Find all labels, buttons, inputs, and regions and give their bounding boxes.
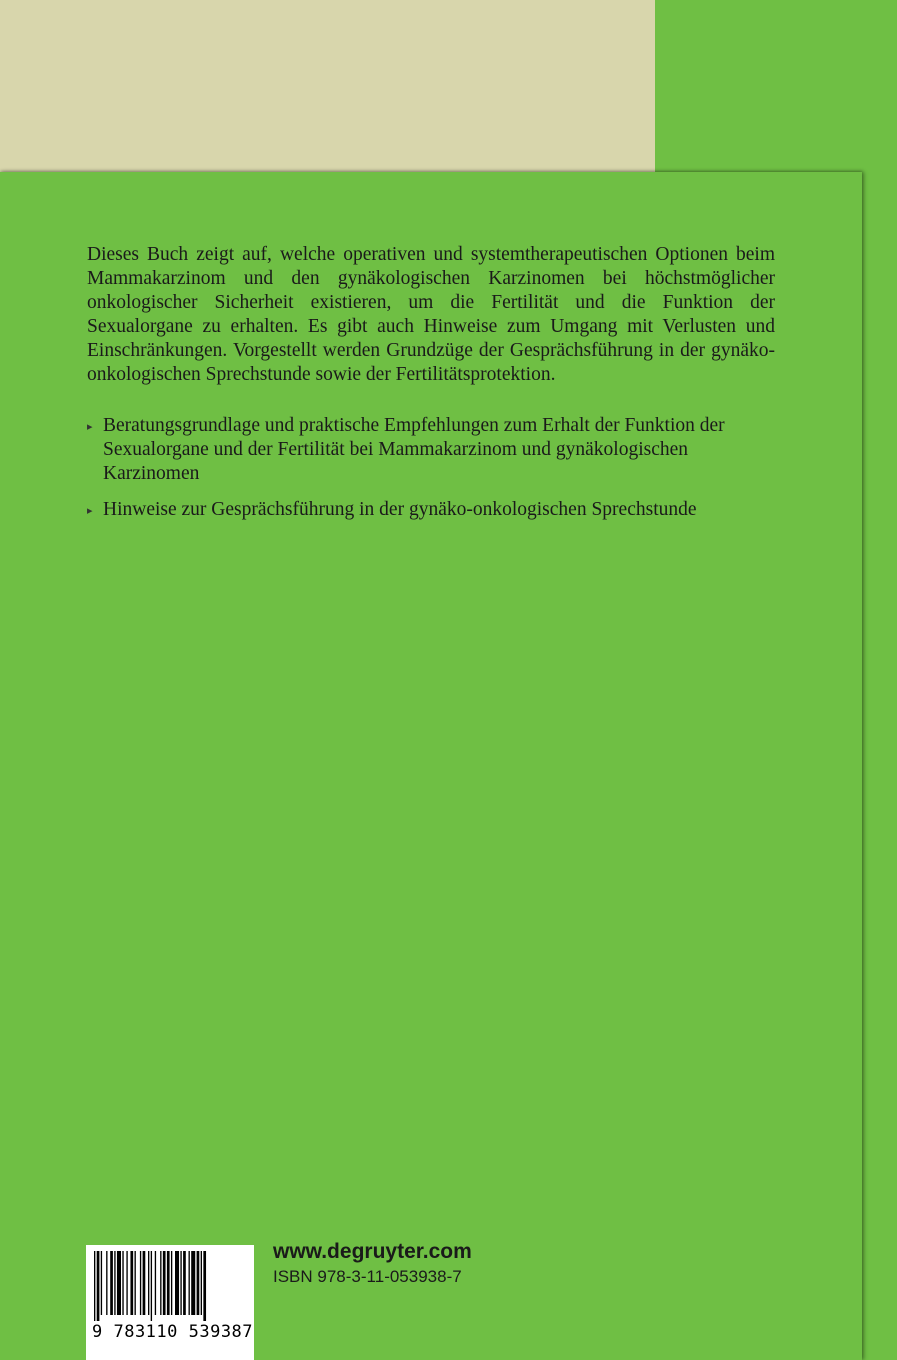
barcode-bar — [101, 1251, 102, 1315]
isbn-number: ISBN 978-3-11-053938-7 — [273, 1267, 462, 1286]
right-edge-strip — [862, 172, 897, 1360]
highlight-text: Beratungsgrundlage und praktische Empfehlungen zum Erhalt der Funktion der Sexualorgane und der Fertilität bei Mammakarzinom und gynäkologischen Karzinomen — [103, 415, 725, 484]
barcode-bar — [114, 1251, 115, 1315]
triangle-bullet-icon: ▸ — [87, 505, 93, 517]
barcode-bar — [135, 1251, 136, 1315]
barcode-bar — [126, 1251, 127, 1315]
barcode-bar — [175, 1251, 179, 1315]
publisher-website: www.degruyter.com — [273, 1240, 472, 1263]
barcode-bar — [110, 1251, 113, 1315]
barcode-bar — [106, 1251, 107, 1315]
barcode-bar — [140, 1251, 141, 1315]
highlights-list — [87, 414, 787, 534]
barcode-bar — [163, 1251, 166, 1315]
barcode-bar — [183, 1251, 186, 1315]
barcode-bar — [180, 1251, 181, 1315]
barcode-bar — [189, 1251, 190, 1315]
barcode-bar — [97, 1251, 100, 1321]
barcode-bar — [171, 1251, 172, 1315]
book-description: Dieses Buch zeigt auf, welche operativen und systemtherapeutischen Optionen beim Mammakarzinom und den gynäkologischen Karzinomen bei höchstmöglicher onkologischer Sicherheit existieren, um die Fertilität und die Funktion der Sexualorgane zu erhalten. Es gibt auch Hinweise zum Umgang mit Verlusten und Einschränkungen. Vorgestellt werden Grundzüge der Gesprächsführung in der gynäko-onkologischen Sprechstunde sowie der Fertilitätsprotektion. — [87, 244, 775, 385]
highlight-item — [87, 498, 787, 522]
barcode-bar — [130, 1251, 133, 1315]
barcode-bar — [203, 1251, 206, 1321]
barcode-bar — [117, 1251, 121, 1315]
barcode-bars-icon — [94, 1251, 246, 1321]
barcode-digits: 9 783110 539387 — [92, 1322, 254, 1342]
barcode-bar — [167, 1251, 170, 1315]
barcode-bar — [148, 1251, 149, 1315]
barcode-bar — [151, 1251, 152, 1321]
barcode-bar — [143, 1251, 146, 1315]
triangle-bullet-icon: ▸ — [87, 421, 93, 433]
top-right-green-area — [655, 0, 897, 172]
highlight-item — [87, 414, 787, 486]
barcode-bar — [94, 1251, 95, 1321]
top-beige-panel — [0, 0, 655, 172]
barcode-bar — [160, 1251, 161, 1315]
barcode-bar — [201, 1251, 202, 1315]
barcode-bar — [122, 1251, 123, 1315]
highlight-text: Hinweise zur Gesprächsführung in der gynäko-onkologischen Sprechstunde — [103, 499, 697, 520]
barcode-bar — [191, 1251, 195, 1315]
barcode-bar — [155, 1251, 156, 1315]
barcode-bar — [197, 1251, 200, 1315]
barcode-label — [86, 1245, 254, 1360]
